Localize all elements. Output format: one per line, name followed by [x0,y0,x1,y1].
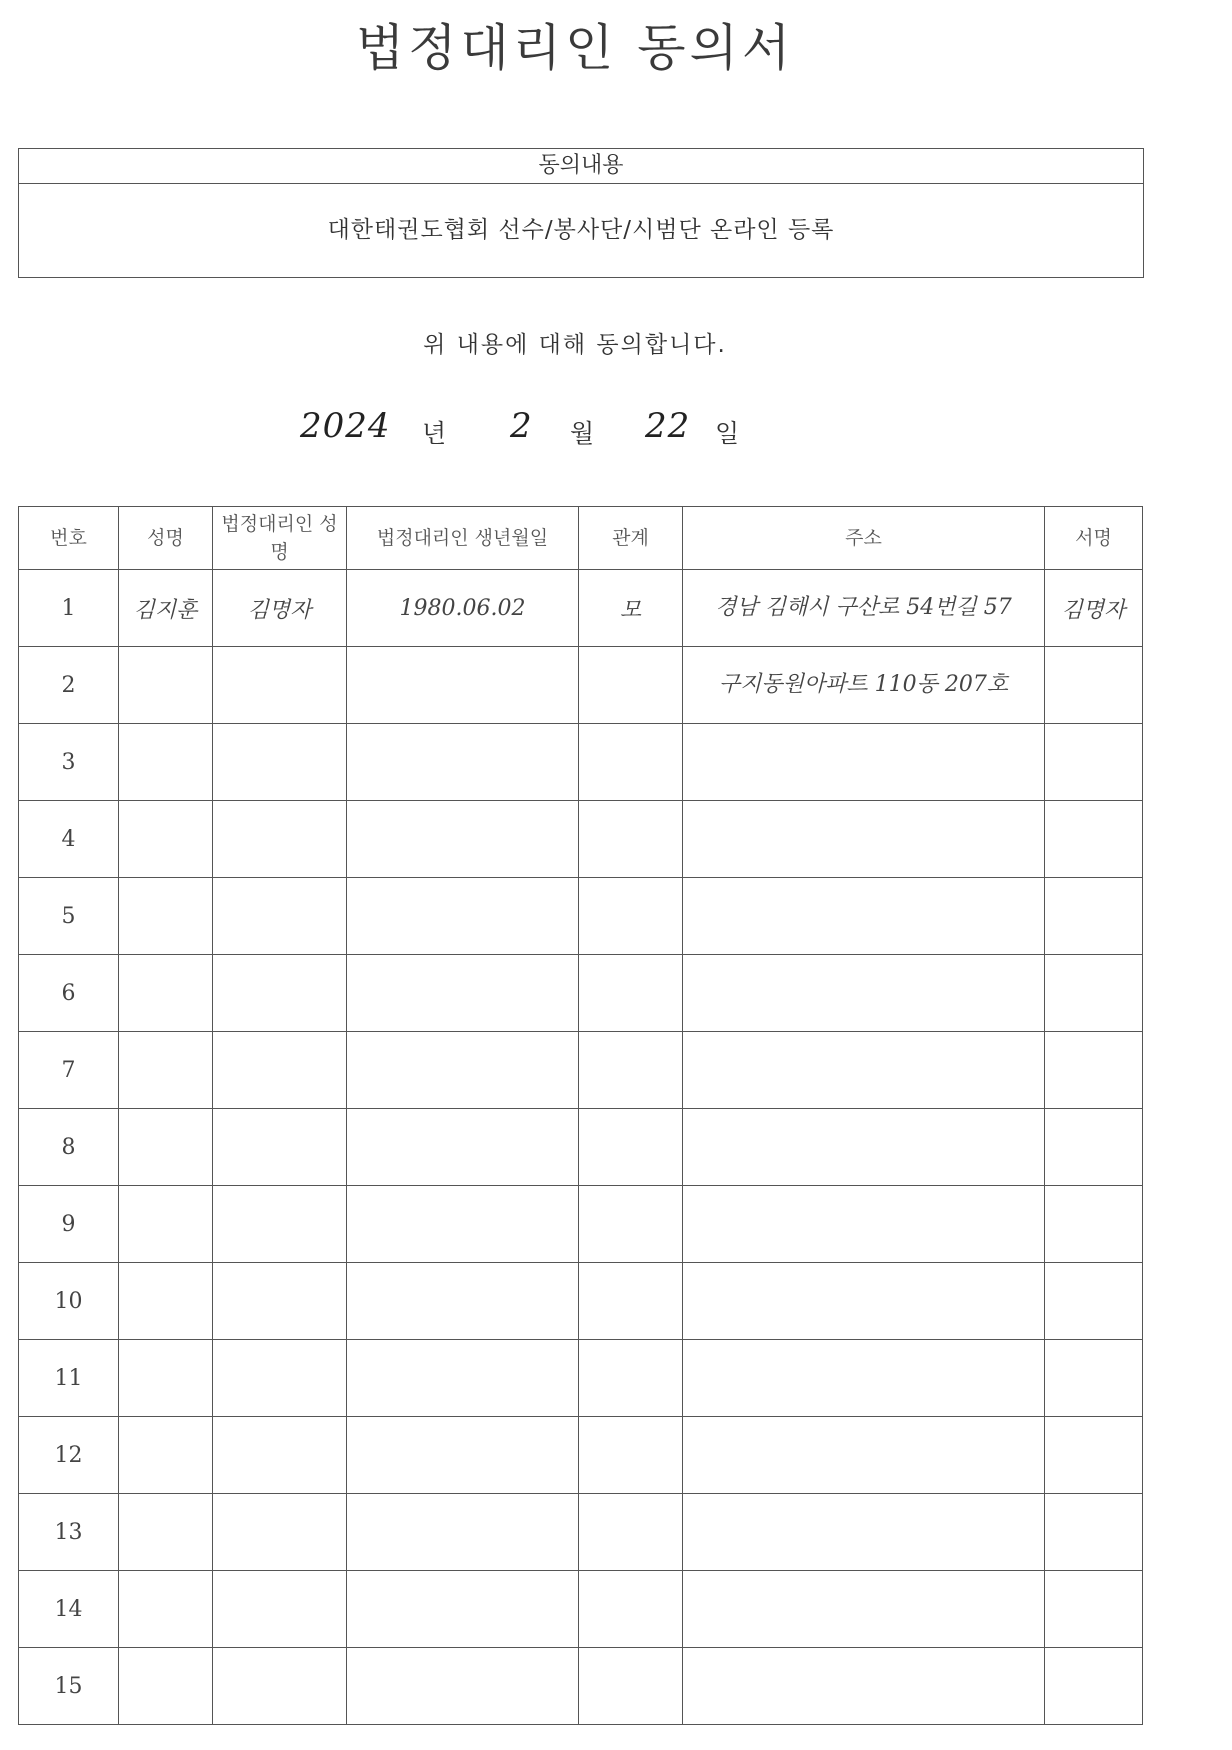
row-relation [579,801,683,878]
row-guardian-name [213,801,347,878]
date-day: 22 [645,406,691,446]
row-guardian-name [213,724,347,801]
row-guardian-name: 김명자 [213,570,347,647]
row-name: 김지훈 [119,570,213,647]
row-name [119,1109,213,1186]
row-name [119,1340,213,1417]
row-relation [579,724,683,801]
row-signature [1045,801,1143,878]
row-name [119,801,213,878]
row-guardian-name [213,1109,347,1186]
table-row [19,1263,1143,1340]
row-signature [1045,1109,1143,1186]
row-address [683,1109,1045,1186]
row-guardian-birth [347,801,579,878]
row-guardian-birth [347,647,579,724]
row-relation [579,1032,683,1109]
row-signature [1045,1186,1143,1263]
table-header-row [19,507,1143,570]
row-number: 13 [19,1494,119,1571]
row-number: 9 [19,1186,119,1263]
row-relation: 모 [579,570,683,647]
date-day-unit: 일 [715,419,740,448]
row-relation [579,955,683,1032]
row-signature [1045,1417,1143,1494]
table-row [19,1571,1143,1648]
header-guardian-name: 법정대리인 성명 [213,507,347,570]
row-number: 15 [19,1648,119,1725]
table-row [19,955,1143,1032]
table-row [19,1340,1143,1417]
row-number: 4 [19,801,119,878]
table-row [19,878,1143,955]
table-row [19,1186,1143,1263]
row-guardian-birth [347,1032,579,1109]
consent-header: 동의내용 [19,149,1143,184]
row-signature [1045,724,1143,801]
row-address [683,1648,1045,1725]
row-name [119,1186,213,1263]
consent-box [18,148,1144,278]
row-signature [1045,1571,1143,1648]
row-signature [1045,878,1143,955]
row-guardian-name [213,1417,347,1494]
row-address [683,1494,1045,1571]
table-row [19,647,1143,724]
row-name [119,1571,213,1648]
row-guardian-name [213,1032,347,1109]
row-address [683,1340,1045,1417]
row-number: 7 [19,1032,119,1109]
row-name [119,724,213,801]
row-number: 1 [19,570,119,647]
row-guardian-birth [347,1417,579,1494]
consent-content: 대한태권도협회 선수/봉사단/시범단 온라인 등록 [327,217,835,243]
header-signature: 서명 [1045,507,1143,570]
row-name [119,1417,213,1494]
row-signature [1045,1032,1143,1109]
row-name [119,878,213,955]
date-month: 2 [510,406,533,446]
row-number: 11 [19,1340,119,1417]
row-guardian-name [213,1571,347,1648]
agreement-statement: 위 내용에 대해 동의합니다. [423,332,727,358]
header-address: 주소 [683,507,1045,570]
row-guardian-birth [347,955,579,1032]
table-row [19,570,1143,647]
row-address [683,1186,1045,1263]
row-address: 구지동원아파트 110동 207호 [683,647,1045,724]
row-guardian-birth [347,1340,579,1417]
date-year: 2024 [300,406,391,446]
row-signature: 김명자 [1045,570,1143,647]
row-address [683,1417,1045,1494]
row-number: 12 [19,1417,119,1494]
header-relation: 관계 [579,507,683,570]
row-guardian-birth [347,878,579,955]
header-name: 성명 [119,507,213,570]
row-relation [579,1648,683,1725]
row-guardian-name [213,647,347,724]
row-address: 경남 김해시 구산로 54번길 57 [683,570,1045,647]
row-relation [579,1571,683,1648]
table-row [19,1032,1143,1109]
row-signature [1045,1648,1143,1725]
row-signature [1045,1494,1143,1571]
row-name [119,955,213,1032]
row-name [119,647,213,724]
table-row [19,1494,1143,1571]
row-signature [1045,1263,1143,1340]
row-relation [579,1186,683,1263]
row-address [683,1571,1045,1648]
table-row [19,1109,1143,1186]
row-address [683,878,1045,955]
table-row [19,724,1143,801]
row-guardian-birth [347,1186,579,1263]
row-guardian-birth [347,1109,579,1186]
row-guardian-name [213,1340,347,1417]
row-name [119,1032,213,1109]
row-guardian-name [213,1494,347,1571]
row-address [683,955,1045,1032]
row-guardian-birth [347,1494,579,1571]
header-guardian-birth: 법정대리인 생년월일 [347,507,579,570]
row-number: 6 [19,955,119,1032]
row-guardian-birth: 1980.06.02 [347,570,579,647]
row-name [119,1263,213,1340]
row-guardian-name [213,1648,347,1725]
row-number: 3 [19,724,119,801]
row-relation [579,1417,683,1494]
row-address [683,1263,1045,1340]
row-guardian-birth [347,1571,579,1648]
row-number: 14 [19,1571,119,1648]
row-relation [579,647,683,724]
row-signature [1045,647,1143,724]
row-signature [1045,955,1143,1032]
row-guardian-name [213,955,347,1032]
document-title: 법정대리인 동의서 [355,19,795,77]
row-signature [1045,1340,1143,1417]
row-guardian-birth [347,1263,579,1340]
registration-table [18,506,1143,1725]
row-guardian-name [213,1263,347,1340]
row-relation [579,1109,683,1186]
row-name [119,1494,213,1571]
row-guardian-name [213,878,347,955]
row-relation [579,1494,683,1571]
row-address [683,1032,1045,1109]
row-number: 8 [19,1109,119,1186]
row-number: 2 [19,647,119,724]
row-relation [579,878,683,955]
header-number: 번호 [19,507,119,570]
row-address [683,724,1045,801]
date-month-unit: 월 [570,419,595,448]
row-name [119,1648,213,1725]
row-address [683,801,1045,878]
row-relation [579,1340,683,1417]
row-number: 10 [19,1263,119,1340]
row-guardian-birth [347,724,579,801]
date-year-unit: 년 [422,419,447,448]
table-row [19,1417,1143,1494]
row-guardian-name [213,1186,347,1263]
row-relation [579,1263,683,1340]
row-number: 5 [19,878,119,955]
date-line [300,406,800,456]
row-guardian-birth [347,1648,579,1725]
table-row [19,1648,1143,1725]
table-row [19,801,1143,878]
